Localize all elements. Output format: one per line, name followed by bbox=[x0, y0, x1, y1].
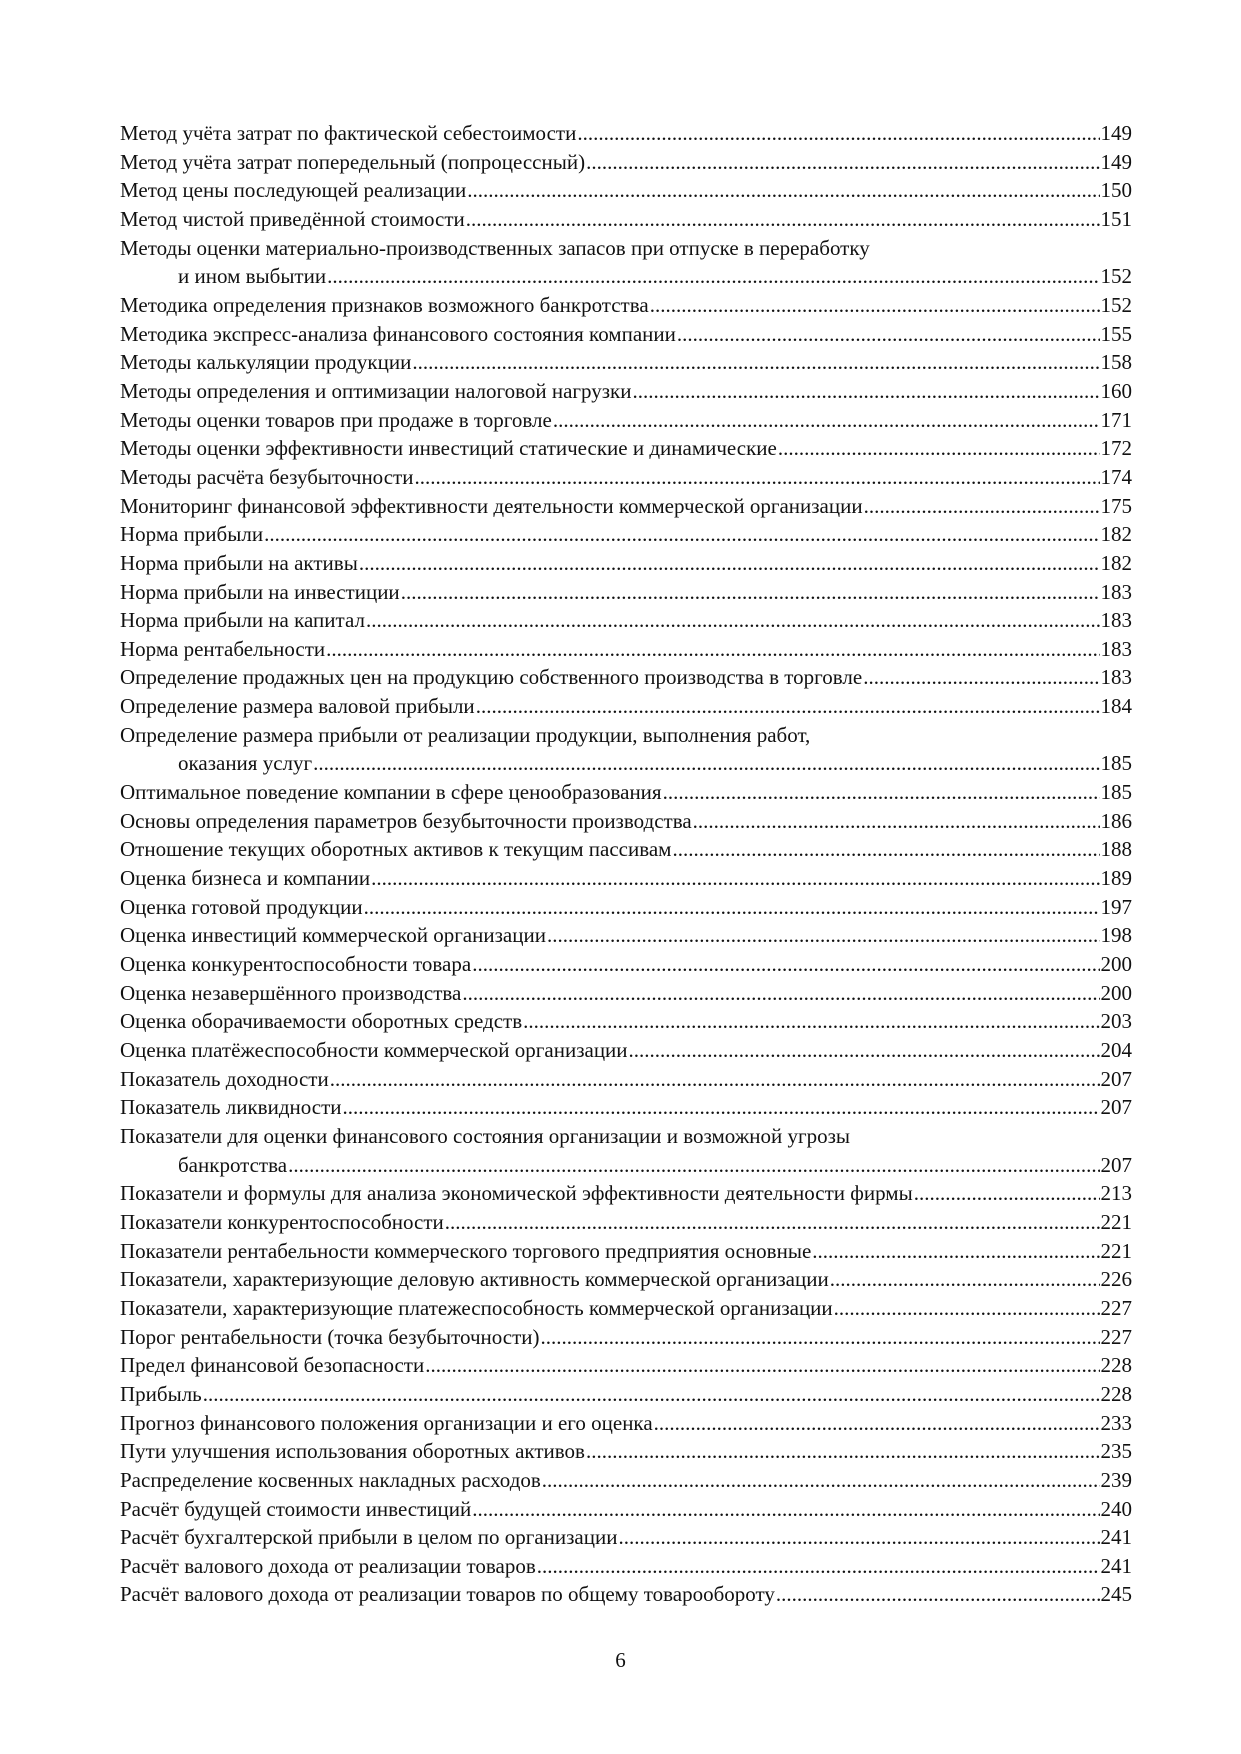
toc-entry-title: Распределение косвенных накладных расходов bbox=[120, 1467, 541, 1492]
toc-entry bbox=[120, 1294, 1132, 1323]
toc-entry bbox=[120, 1265, 1132, 1294]
toc-entry bbox=[120, 205, 1132, 234]
toc-entry bbox=[120, 1409, 1132, 1438]
toc-entry-page: 151 bbox=[1100, 206, 1132, 231]
toc-entry-page: 227 bbox=[1100, 1295, 1132, 1320]
toc-entry-page: 185 bbox=[1100, 780, 1132, 805]
toc-entry-page: 186 bbox=[1100, 808, 1132, 833]
toc-entry-page: 228 bbox=[1100, 1353, 1132, 1378]
page-number: 6 bbox=[615, 1648, 626, 1672]
dot-leader bbox=[264, 520, 1099, 549]
toc-entry-page: 183 bbox=[1100, 665, 1132, 690]
toc-entry bbox=[120, 463, 1132, 492]
toc-entry-page: 227 bbox=[1100, 1324, 1132, 1349]
toc-entry-title: Прибыль bbox=[120, 1381, 202, 1406]
toc-entry bbox=[120, 549, 1132, 578]
dot-leader bbox=[834, 1294, 1100, 1323]
dot-leader bbox=[864, 492, 1100, 521]
toc-entry-title: Основы определения параметров безубыточности производства bbox=[120, 808, 692, 833]
toc-entry bbox=[120, 348, 1132, 377]
toc-entry-title: Расчёт валового дохода от реализации товаров по общему товарообороту bbox=[120, 1582, 775, 1607]
toc-entry-page: 226 bbox=[1100, 1267, 1132, 1292]
dot-leader bbox=[364, 893, 1100, 922]
toc-entry bbox=[120, 1036, 1132, 1065]
toc-entry-page: 185 bbox=[1100, 751, 1132, 776]
toc-entry bbox=[120, 1065, 1132, 1094]
toc-entry-title: Оценка конкурентоспособности товара bbox=[120, 952, 472, 977]
toc-entry-title: Оценка платёжеспособности коммерческой организации bbox=[120, 1038, 628, 1062]
toc-entry-page: 197 bbox=[1100, 894, 1132, 919]
toc-entry-page: 175 bbox=[1100, 493, 1132, 518]
toc-entry bbox=[120, 606, 1132, 635]
toc-entry-title: Расчёт валового дохода от реализации товаров bbox=[120, 1553, 536, 1578]
toc-entry-title: Норма прибыли bbox=[120, 522, 264, 547]
dot-leader bbox=[778, 434, 1100, 463]
toc-entry-title: Расчёт бухгалтерской прибыли в целом по организации bbox=[120, 1525, 618, 1550]
toc-entry bbox=[120, 950, 1132, 979]
dot-leader bbox=[425, 1351, 1099, 1380]
toc-entry-page: 183 bbox=[1100, 608, 1132, 633]
toc-entry bbox=[120, 1580, 1132, 1609]
toc-entry bbox=[120, 578, 1132, 607]
toc-entry-page: 183 bbox=[1100, 636, 1132, 661]
toc-entry-title: Оценка незавершённого производства bbox=[120, 980, 462, 1005]
toc-entry-title: Пути улучшения использования оборотных активов bbox=[120, 1439, 585, 1464]
dot-leader bbox=[577, 119, 1099, 148]
dot-leader bbox=[542, 1466, 1100, 1495]
toc-entry bbox=[120, 1466, 1132, 1495]
dot-leader bbox=[466, 205, 1100, 234]
toc-entry-title: Показатели и формулы для анализа экономической эффективности деятельности фирмы bbox=[120, 1181, 913, 1206]
dot-leader bbox=[553, 406, 1100, 435]
dot-leader bbox=[371, 864, 1099, 893]
toc-entry-title: Методика определения признаков возможного банкротства bbox=[120, 292, 649, 317]
toc-entry-page: 182 bbox=[1100, 550, 1132, 575]
toc-entry-title: Предел финансовой безопасности bbox=[120, 1353, 425, 1378]
dot-leader bbox=[693, 807, 1100, 836]
toc-entry-title: Показатели, характеризующие платежеспособность коммерческой организации bbox=[120, 1295, 833, 1320]
dot-leader bbox=[618, 1523, 1099, 1552]
dot-leader bbox=[412, 348, 1099, 377]
dot-leader bbox=[914, 1179, 1100, 1208]
toc-entry-page: 160 bbox=[1100, 378, 1132, 403]
dot-leader bbox=[326, 635, 1099, 664]
toc-entry-page: 149 bbox=[1100, 149, 1132, 174]
dot-leader bbox=[330, 1065, 1100, 1094]
toc-entry-title: Методы оценки товаров при продаже в торговле bbox=[120, 407, 552, 432]
toc-entry bbox=[120, 1179, 1132, 1208]
dot-leader bbox=[629, 1036, 1100, 1065]
toc-entry-page: 172 bbox=[1100, 436, 1132, 461]
toc-entry-page: 155 bbox=[1100, 321, 1132, 346]
toc-entry-page: 235 bbox=[1100, 1439, 1132, 1464]
toc-entry-title-continuation: банкротства bbox=[178, 1152, 288, 1177]
toc-entry bbox=[120, 492, 1132, 521]
toc-entry-title: Мониторинг финансовой эффективности деятельности коммерческой организации bbox=[120, 493, 863, 518]
toc-entry-title: Отношение текущих оборотных активов к текущим пассивам bbox=[120, 837, 672, 862]
toc-entry bbox=[120, 893, 1132, 922]
dot-leader bbox=[523, 1007, 1099, 1036]
toc-entry-page: 240 bbox=[1100, 1496, 1132, 1521]
toc-entry-page: 152 bbox=[1100, 264, 1132, 289]
toc-entry-page: 189 bbox=[1100, 866, 1132, 891]
toc-entry bbox=[120, 520, 1132, 549]
dot-leader bbox=[343, 1093, 1100, 1122]
dot-leader bbox=[476, 692, 1100, 721]
toc-entry bbox=[120, 807, 1132, 836]
toc-entry-title: Метод цены последующей реализации bbox=[120, 178, 467, 203]
toc-entry bbox=[120, 119, 1132, 148]
dot-leader bbox=[547, 921, 1100, 950]
toc-entry-title: Методы оценки материально-производственных запасов при отпуске в переработку bbox=[120, 235, 870, 260]
toc-entry-page: 182 bbox=[1100, 522, 1132, 547]
toc-entry bbox=[120, 176, 1132, 205]
dot-leader bbox=[863, 663, 1099, 692]
dot-leader bbox=[586, 148, 1099, 177]
dot-leader bbox=[467, 176, 1099, 205]
toc-entry-title: Оценка инвестиций коммерческой организации bbox=[120, 923, 546, 948]
toc-entry-title: Методы оценки эффективности инвестиций статические и динамические bbox=[120, 436, 777, 461]
toc-entry-title: Методы определения и оптимизации налоговой нагрузки bbox=[120, 378, 632, 403]
toc-entry-title: Норма рентабельности bbox=[120, 636, 326, 661]
dot-leader bbox=[203, 1380, 1100, 1409]
dot-leader bbox=[586, 1437, 1100, 1466]
toc-entry-page: 239 bbox=[1100, 1467, 1132, 1492]
toc-entry-title: Прогноз финансового положения организации и его оценка bbox=[120, 1410, 653, 1435]
toc-entry-page: 174 bbox=[1100, 464, 1132, 489]
dot-leader bbox=[830, 1265, 1100, 1294]
toc-entry bbox=[120, 635, 1132, 664]
toc-entry-page: 241 bbox=[1100, 1525, 1132, 1550]
toc-entry bbox=[120, 1237, 1132, 1266]
toc-entry-title: Метод чистой приведённой стоимости bbox=[120, 206, 465, 231]
toc-entry bbox=[120, 434, 1132, 463]
toc-entry-title: Определение размера прибыли от реализации продукции, выполнения работ, bbox=[120, 722, 811, 747]
toc-entry-title: Норма прибыли на активы bbox=[120, 550, 358, 575]
toc-entry-page: 149 bbox=[1100, 121, 1132, 145]
toc-entry-page: 198 bbox=[1100, 923, 1132, 948]
dot-leader bbox=[633, 377, 1100, 406]
toc-entry bbox=[120, 778, 1132, 807]
dot-leader bbox=[672, 835, 1099, 864]
dot-leader bbox=[650, 291, 1100, 320]
toc-entry-title-continuation: оказания услуг bbox=[178, 751, 313, 776]
toc-entry-title: Метод учёта затрат по фактической себестоимости bbox=[120, 121, 577, 145]
dot-leader bbox=[776, 1580, 1100, 1609]
toc-entry-title: Оптимальное поведение компании в сфере ценообразования bbox=[120, 780, 662, 805]
toc-entry-title: Показатели конкурентоспособности bbox=[120, 1209, 444, 1234]
toc-entry bbox=[120, 377, 1132, 406]
toc-entry-page: 221 bbox=[1100, 1209, 1132, 1234]
toc-entry-title-continuation: и ином выбытии bbox=[178, 264, 327, 289]
toc-entry bbox=[120, 721, 1132, 778]
toc-entry-page: 245 bbox=[1100, 1582, 1132, 1607]
toc-entry-title: Метод учёта затрат попередельный (попроцессный) bbox=[120, 149, 586, 174]
toc-entry bbox=[120, 1323, 1132, 1352]
toc-entry bbox=[120, 864, 1132, 893]
toc-entry-page: 233 bbox=[1100, 1410, 1132, 1435]
toc-entry-title: Показатели, характеризующие деловую активность коммерческой организации bbox=[120, 1267, 829, 1292]
dot-leader bbox=[414, 463, 1099, 492]
toc-entry bbox=[120, 291, 1132, 320]
toc-entry-title: Порог рентабельности (точка безубыточности) bbox=[120, 1324, 540, 1349]
toc-entry-page: 183 bbox=[1100, 579, 1132, 604]
toc-entry bbox=[120, 1208, 1132, 1237]
toc-entry bbox=[120, 835, 1132, 864]
dot-leader bbox=[313, 749, 1099, 778]
toc-entry-page: 207 bbox=[1100, 1152, 1132, 1177]
dot-leader bbox=[537, 1552, 1100, 1581]
toc-entry-page: 204 bbox=[1100, 1038, 1132, 1062]
toc-entry-title: Оценка бизнеса и компании bbox=[120, 866, 371, 891]
toc-entry-title: Методика экспресс-анализа финансового состояния компании bbox=[120, 321, 676, 346]
dot-leader bbox=[327, 262, 1099, 291]
dot-leader bbox=[288, 1151, 1099, 1180]
toc-entry-title: Показатели рентабельности коммерческого торгового предприятия основные bbox=[120, 1238, 812, 1263]
toc-entry bbox=[120, 234, 1132, 291]
dot-leader bbox=[812, 1237, 1099, 1266]
toc-entry bbox=[120, 663, 1132, 692]
toc-entry-page: 188 bbox=[1100, 837, 1132, 862]
dot-leader bbox=[541, 1323, 1100, 1352]
dot-leader bbox=[401, 578, 1100, 607]
toc-entry bbox=[120, 1380, 1132, 1409]
toc-entry-page: 228 bbox=[1100, 1381, 1132, 1406]
toc-entry bbox=[120, 921, 1132, 950]
toc-entry bbox=[120, 1495, 1132, 1524]
toc-entry-title: Расчёт будущей стоимости инвестиций bbox=[120, 1496, 472, 1521]
toc-entry bbox=[120, 979, 1132, 1008]
dot-leader bbox=[366, 606, 1100, 635]
toc-entry bbox=[120, 148, 1132, 177]
toc-entry-page: 200 bbox=[1100, 952, 1132, 977]
toc-entry-page: 207 bbox=[1100, 1066, 1132, 1091]
toc-entry bbox=[120, 1093, 1132, 1122]
toc-entry-title: Методы расчёта безубыточности bbox=[120, 464, 414, 489]
toc-entry-title: Показатели для оценки финансового состояния организации и возможной угрозы bbox=[120, 1123, 851, 1148]
toc-entry bbox=[120, 1351, 1132, 1380]
toc-entry-page: 241 bbox=[1100, 1553, 1132, 1578]
toc-entry-page: 213 bbox=[1100, 1181, 1132, 1206]
toc-entry bbox=[120, 1523, 1132, 1552]
toc-entry bbox=[120, 1122, 1132, 1179]
toc-entry-page: 158 bbox=[1100, 350, 1132, 375]
toc-entry-page: 184 bbox=[1100, 694, 1132, 719]
dot-leader bbox=[472, 1495, 1099, 1524]
dot-leader bbox=[445, 1208, 1100, 1237]
dot-leader bbox=[472, 950, 1099, 979]
toc-entry-page: 200 bbox=[1100, 980, 1132, 1005]
toc-entry-page: 171 bbox=[1100, 407, 1132, 432]
toc-entry-title: Методы калькуляции продукции bbox=[120, 350, 412, 375]
toc-entry-title: Оценка оборачиваемости оборотных средств bbox=[120, 1009, 523, 1034]
toc-entry-page: 150 bbox=[1100, 178, 1132, 203]
toc-entry-title: Определение продажных цен на продукцию собственного производства в торговле bbox=[120, 665, 863, 690]
toc-entry-page: 203 bbox=[1100, 1009, 1132, 1034]
dot-leader bbox=[663, 778, 1100, 807]
toc-entry bbox=[120, 1007, 1132, 1036]
table-of-contents bbox=[120, 119, 1132, 1609]
toc-entry bbox=[120, 1552, 1132, 1581]
toc-entry-page: 207 bbox=[1100, 1095, 1132, 1120]
dot-leader bbox=[359, 549, 1100, 578]
toc-entry-title: Оценка готовой продукции bbox=[120, 894, 363, 919]
toc-entry bbox=[120, 406, 1132, 435]
toc-entry bbox=[120, 1437, 1132, 1466]
toc-entry bbox=[120, 320, 1132, 349]
dot-leader bbox=[462, 979, 1099, 1008]
toc-entry-title: Показатель ликвидности bbox=[120, 1095, 342, 1120]
toc-entry-title: Определение размера валовой прибыли bbox=[120, 694, 475, 719]
dot-leader bbox=[677, 320, 1100, 349]
toc-entry-title: Показатель доходности bbox=[120, 1066, 329, 1091]
dot-leader bbox=[654, 1409, 1100, 1438]
toc-entry bbox=[120, 692, 1132, 721]
toc-entry-title: Норма прибыли на инвестиции bbox=[120, 579, 400, 604]
toc-entry-title: Норма прибыли на капитал bbox=[120, 608, 365, 633]
toc-entry-page: 221 bbox=[1100, 1238, 1132, 1263]
toc-entry-page: 152 bbox=[1100, 292, 1132, 317]
